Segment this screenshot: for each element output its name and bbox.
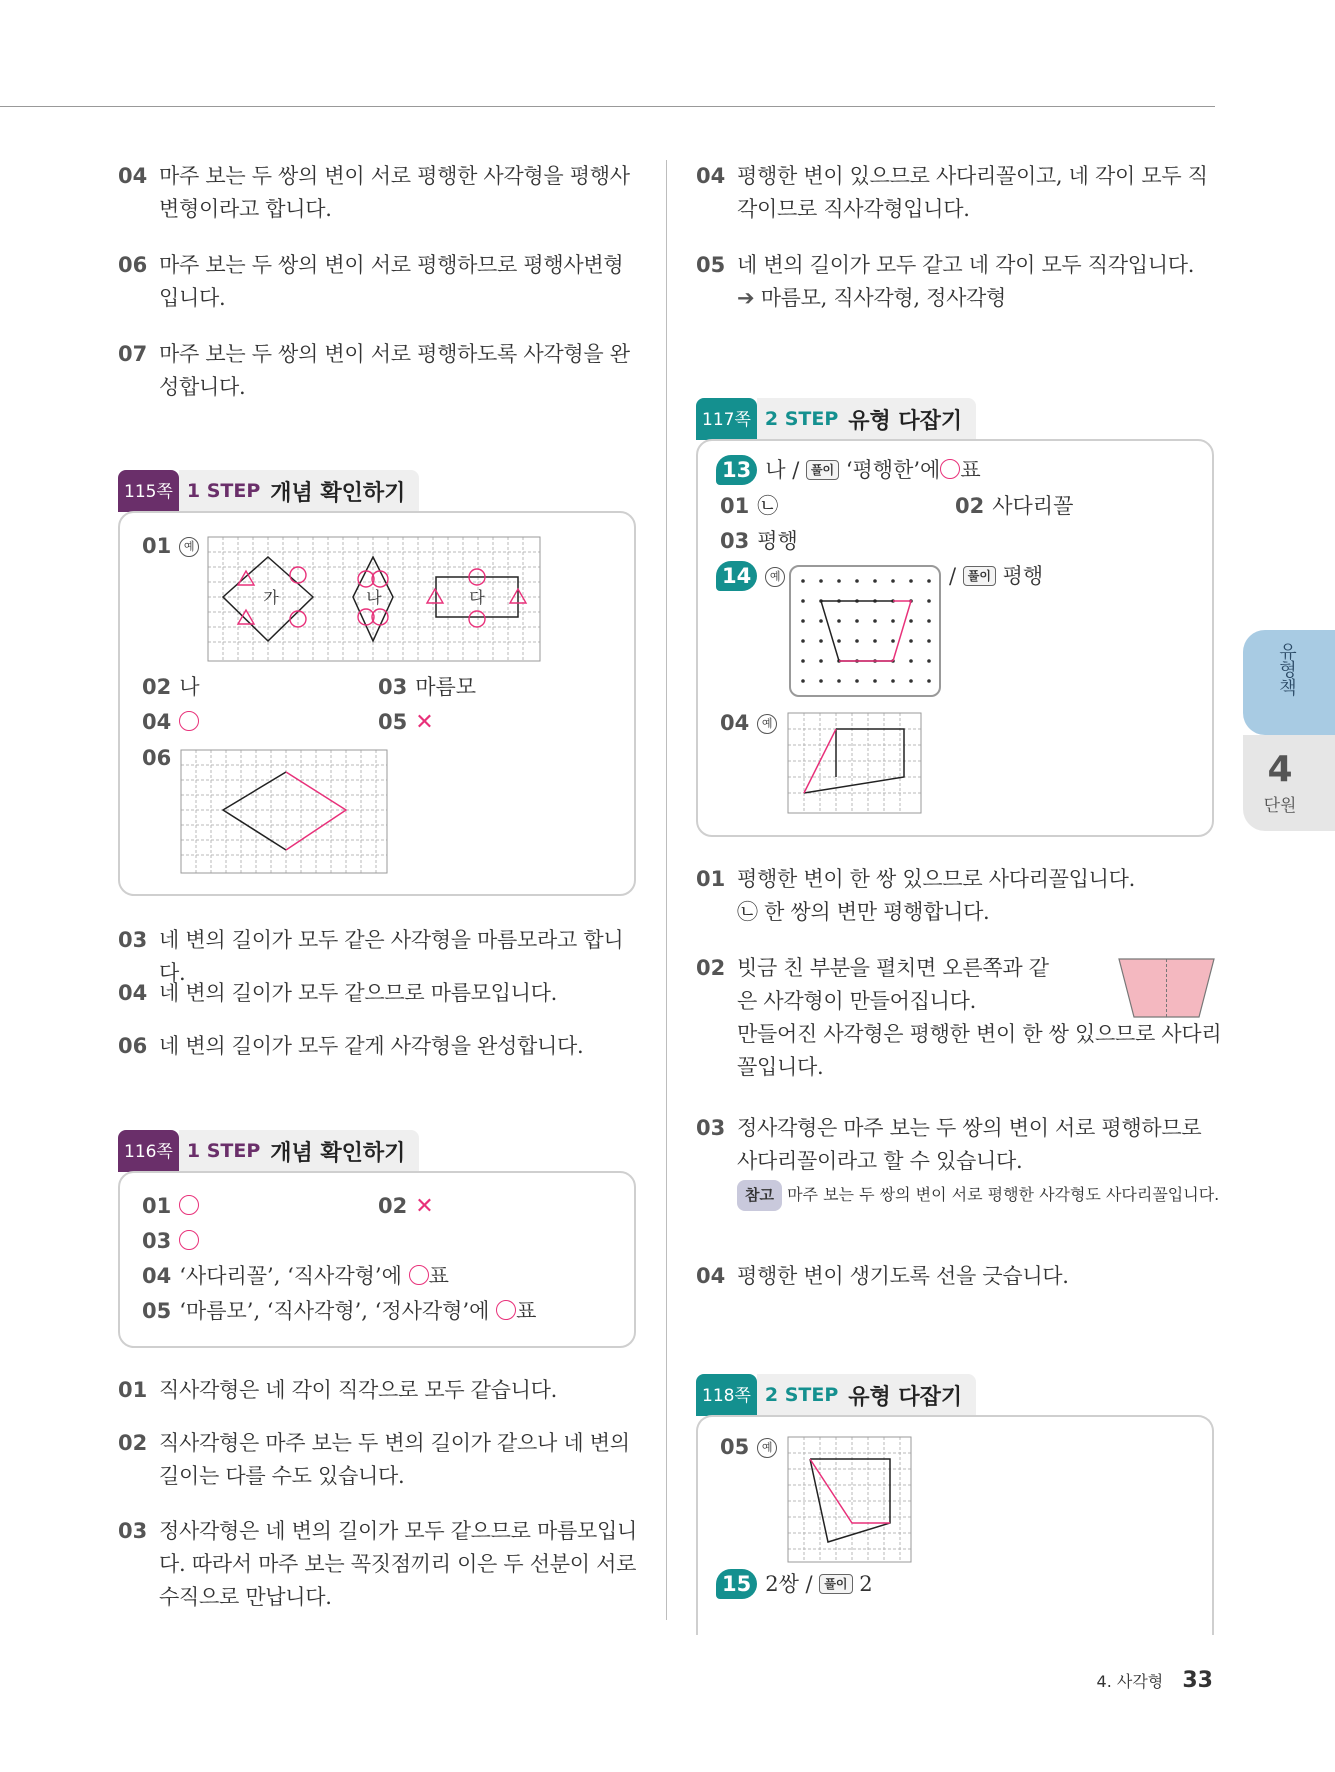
note-tag: 참고	[737, 1180, 782, 1211]
answer-01	[720, 491, 778, 521]
item-text: 마주 보는 두 쌍의 변이 서로 평행하므로 평행사변형입니다.	[159, 253, 624, 310]
page-badge: 117쪽	[696, 398, 757, 440]
x-mark-icon: ✕	[415, 710, 434, 735]
circle-mark-icon	[179, 711, 199, 731]
answer-suffix: 표	[516, 1299, 537, 1323]
answer-03	[378, 672, 476, 702]
item-number: 03	[118, 928, 148, 952]
explanation-item	[696, 1260, 1226, 1293]
example-mark: 예	[179, 537, 199, 557]
item-text: 정사각형은 네 변의 길이가 모두 같으므로 마름모입니다. 따라서 마주 보는 꼭짓점끼리 이은 두 선분이 서로 수직으로 만납니다.	[159, 1519, 637, 1609]
answer-number: 03	[720, 529, 750, 553]
trapezoid-grid-figure	[788, 713, 921, 813]
answer-text: 2쌍 /	[765, 1572, 813, 1596]
section-title: 개념 확인하기	[270, 480, 406, 506]
answer-05	[720, 1432, 777, 1462]
explanation-item	[118, 1374, 638, 1407]
side-tab-textbook[interactable]	[1243, 630, 1335, 735]
chapter-label: 4. 사각형	[1096, 1672, 1164, 1691]
explanation-item	[118, 1427, 638, 1493]
solution-text: 2	[859, 1572, 873, 1596]
item-number: 01	[696, 867, 726, 891]
answer-03	[142, 1226, 199, 1256]
item-number: 04	[118, 164, 148, 188]
answer-05	[142, 1296, 536, 1326]
item-text: 평행한 변이 생기도록 선을 긋습니다.	[737, 1264, 1069, 1288]
explanation-item	[118, 1515, 638, 1614]
explanation-item	[696, 863, 1226, 929]
answer-text: 평행	[757, 529, 798, 553]
circle-mark-icon	[496, 1300, 516, 1320]
answer-number: 03	[142, 1229, 172, 1253]
example-mark: 예	[757, 714, 777, 734]
item-number: 06	[118, 253, 148, 277]
page-number: 33	[1182, 1668, 1213, 1693]
answer-number: 01	[142, 1194, 172, 1218]
shapes-grid-figure	[208, 537, 540, 661]
explanation-item	[118, 338, 638, 404]
page-badge: 116쪽	[118, 1130, 179, 1172]
answer-number: 02	[955, 494, 985, 518]
result-text: 마름모, 직사각형, 정사각형	[760, 286, 1007, 310]
answer-number: 04	[720, 711, 750, 735]
solution-label: 풀이	[806, 460, 839, 480]
page-footer	[1097, 1668, 1213, 1693]
answer-04	[720, 708, 777, 738]
section-title-tab	[179, 1130, 420, 1172]
answer-suffix: 표	[960, 458, 981, 482]
item-number: 04	[696, 1264, 726, 1288]
item-number: 07	[118, 342, 148, 366]
explanation-item	[118, 249, 638, 315]
answer-text: 마름모	[415, 675, 477, 699]
page-badge: 118쪽	[696, 1374, 757, 1416]
side-tab-label: 유형책	[1276, 642, 1297, 696]
item-number: 03	[118, 1519, 148, 1543]
item-text: 네 변의 길이가 모두 같고 네 각이 모두 직각입니다.	[737, 253, 1195, 277]
top-rule	[0, 106, 1215, 107]
item-text: 네 변의 길이가 모두 같은 사각형을 마름모라고 합니다.	[159, 928, 624, 985]
item-number: 02	[696, 956, 726, 980]
shape-label: 다	[469, 588, 485, 607]
item-text: 평행한 변이 있으므로 사다리꼴이고, 네 각이 모두 직각이므로 직사각형입니다.	[737, 164, 1208, 221]
explanation-item	[118, 1030, 648, 1063]
answer-text: ‘사다리꼴’, ‘직사각형’에	[179, 1264, 402, 1288]
shape-label: 나	[366, 588, 382, 607]
reference-note	[737, 1180, 1225, 1211]
answer-01	[142, 531, 199, 561]
section-title-tab	[757, 398, 976, 440]
answer-06	[142, 743, 179, 773]
item-number: 04	[696, 164, 726, 188]
item-text: 정사각형은 마주 보는 두 쌍의 변이 서로 평행하므로 사다리꼴이라고 할 수 있습니다.	[737, 1116, 1202, 1173]
answer-01	[142, 1191, 199, 1221]
section-title-tab	[757, 1374, 976, 1416]
answer-text: ‘마름모’, ‘직사각형’, ‘정사각형’에	[179, 1299, 490, 1323]
explanation-item	[118, 977, 648, 1010]
circle-mark-icon	[179, 1195, 199, 1215]
item-text: 평행한 변이 한 쌍 있으므로 사다리꼴입니다.	[737, 867, 1135, 891]
answer-text: 나 /	[765, 458, 800, 482]
step-label: 1 STEP	[186, 1140, 261, 1162]
answer-suffix: 표	[428, 1264, 449, 1288]
solution-text: ‘평행한’에	[845, 458, 941, 482]
circle-mark-icon	[940, 459, 960, 479]
item-result	[696, 282, 1216, 315]
x-mark-icon: ✕	[415, 1194, 434, 1219]
explanation-item	[696, 160, 1216, 226]
step-label: 2 STEP	[764, 1384, 839, 1406]
section-header-115	[118, 470, 419, 512]
column-divider	[666, 160, 667, 1620]
item-text: 마주 보는 두 쌍의 변이 서로 평행한 사각형을 평행사변형이라고 합니다.	[159, 164, 630, 221]
item-text: 직사각형은 네 각이 직각으로 모두 같습니다.	[159, 1378, 557, 1402]
item-text: 빗금 친 부분을 펼치면 오른쪽과 같은 사각형이 만들어집니다.	[737, 956, 1049, 1013]
item-text: 마주 보는 두 쌍의 변이 서로 평행하도록 사각형을 완성합니다.	[159, 342, 630, 399]
answer-02	[955, 491, 1073, 521]
item-text: 네 변의 길이가 모두 같게 사각형을 완성합니다.	[159, 1034, 584, 1058]
section-header-118	[696, 1374, 976, 1416]
circle-mark-icon	[409, 1265, 429, 1285]
section-header-117	[696, 398, 976, 440]
item-number: 01	[118, 1378, 148, 1402]
solution-text: 평행	[1002, 564, 1044, 588]
answer-04	[142, 1261, 449, 1291]
answer-number: 02	[378, 1194, 408, 1218]
item-number: 06	[118, 1034, 148, 1058]
rhombus-grid-figure	[181, 750, 387, 873]
solution-label: 풀이	[819, 1574, 852, 1594]
item-text: ㉡ 한 쌍의 변만 평행합니다.	[737, 900, 990, 924]
step-label: 1 STEP	[186, 480, 261, 502]
answer-number: 04	[142, 1264, 172, 1288]
item-text: 네 변의 길이가 모두 같으므로 마름모입니다.	[159, 981, 557, 1005]
step-label: 2 STEP	[764, 408, 839, 430]
dot-grid-figure	[789, 565, 941, 697]
answer-number: 01	[142, 534, 172, 558]
explanation-item	[118, 160, 638, 226]
example-mark: 예	[757, 1438, 777, 1458]
example-mark: 예	[765, 567, 785, 587]
answer-number: 02	[142, 675, 172, 699]
note-text: 마주 보는 두 쌍의 변이 서로 평행한 사각형도 사다리꼴입니다.	[787, 1185, 1220, 1204]
question-number: 15	[716, 1569, 757, 1599]
answer-04	[142, 707, 199, 737]
answer-number: 05	[142, 1299, 172, 1323]
question-number: 14	[716, 561, 757, 591]
item-number: 03	[696, 1116, 726, 1140]
answer-02	[378, 1191, 434, 1222]
unit-label: 단원	[1263, 796, 1297, 816]
section-title-tab	[179, 470, 420, 512]
quadrilateral-grid-figure	[788, 1437, 911, 1562]
question-13	[716, 455, 981, 485]
answer-number: 06	[142, 746, 172, 770]
item-text: 만들어진 사각형은 평행한 변이 한 쌍 있으므로 사다리꼴입니다.	[737, 1022, 1222, 1079]
item-text: 직사각형은 마주 보는 두 변의 길이가 같으나 네 변의 길이는 다를 수도 있습니다.	[159, 1431, 630, 1488]
unit-number: 4	[1267, 749, 1293, 790]
item-number: 02	[118, 1431, 148, 1455]
page-badge: 115쪽	[118, 470, 179, 512]
shape-label: 가	[263, 588, 279, 607]
solution-label: 풀이	[963, 566, 996, 586]
question-number: 13	[716, 455, 757, 485]
answer-number: 05	[720, 1435, 750, 1459]
answer-text: 사다리꼴	[992, 494, 1074, 518]
answer-02	[142, 672, 200, 702]
answer-number: 01	[720, 494, 750, 518]
question-14-solution: / 풀이 평행	[949, 564, 1044, 588]
side-tab-unit[interactable]	[1243, 735, 1335, 831]
answer-text: ㉡	[757, 494, 779, 518]
answer-number: 05	[378, 710, 408, 734]
section-title: 개념 확인하기	[270, 1140, 406, 1166]
question-15	[716, 1569, 873, 1599]
question-14	[716, 561, 785, 591]
unfolded-trapezoid-figure	[1117, 957, 1216, 1019]
item-number: 04	[118, 981, 148, 1005]
circle-mark-icon	[179, 1230, 199, 1250]
answer-number: 03	[378, 675, 408, 699]
answer-text: 나	[179, 675, 200, 699]
section-header-116	[118, 1130, 419, 1172]
item-number: 05	[696, 253, 726, 277]
section-title: 유형 다잡기	[848, 1384, 963, 1410]
explanation-item	[696, 1112, 1226, 1178]
answer-03	[720, 526, 798, 556]
answer-number: 04	[142, 710, 172, 734]
arrow-icon: ➔	[737, 286, 755, 310]
section-title: 유형 다잡기	[848, 408, 963, 434]
answer-05	[378, 707, 434, 738]
explanation-item	[696, 249, 1216, 315]
